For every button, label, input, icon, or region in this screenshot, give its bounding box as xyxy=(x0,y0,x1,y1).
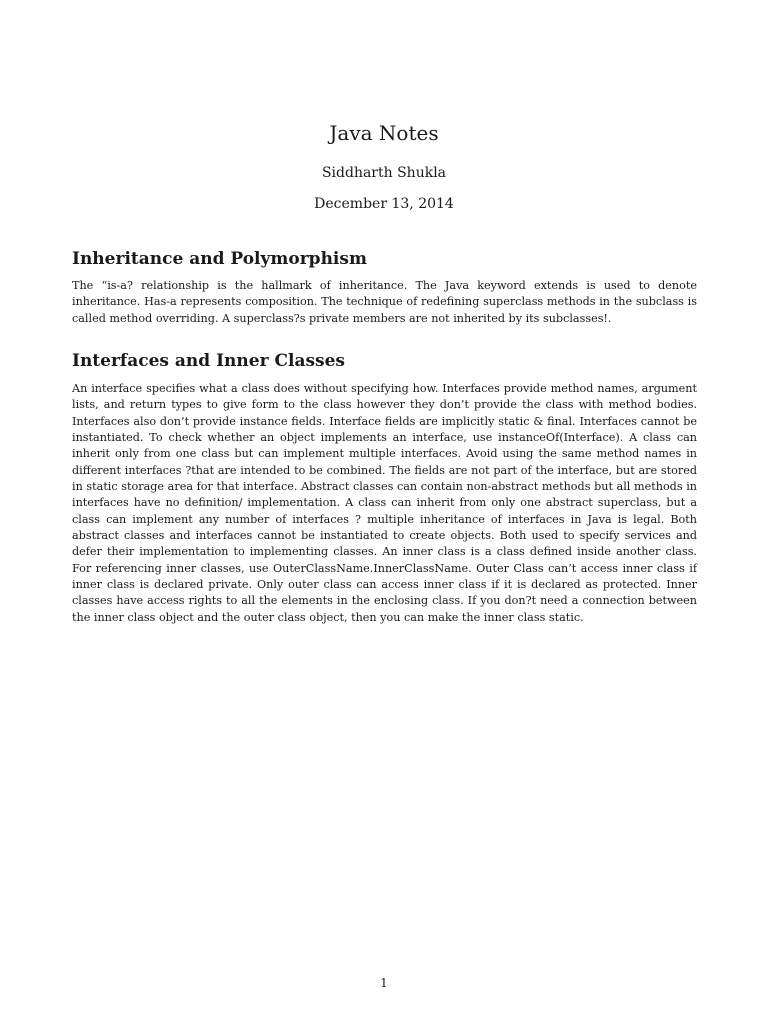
section-heading-inheritance: Inheritance and Polymorphism xyxy=(72,249,367,269)
section-body-interfaces: An interface specifies what a class does without specifying how. Interfaces provide method names, argument lists, and return types to give form to the class however they don’t provide the class with method bodies. Interfaces also don’t provide instance fields. Interface fields are implicitly static & final. Interfaces cannot be instantiated. To check whether an object implements an interface, use instanceOf(Interface). A class can inherit only from one class but can implement multiple interfaces. Avoid using the same method names in different interfaces ?that are intended to be combined. The fields are not part of the interface, but are stored in static storage area for that interface. Abstract classes can contain non-abstract methods but all methods in interfaces have no definition/ implementation. A class can inherit from only one abstract superclass, but a class can implement any number of interfaces ? multiple inheritance of interfaces in Java is legal. Both abstract classes and interfaces cannot be instantiated to create objects. Both used to specify services and defer their implementation to implementing classes. An inner class is a class defined inside another class. For referencing inner classes, use OuterClassName.InnerClassName. Outer Class can’t access inner class if inner class is declared private. Only outer class can access inner class if it is declared as protected. Inner classes have access rights to all the elements in the enclosing class. If you don?t need a connection between the inner class object and the outer class object, then you can make the inner class static. xyxy=(72,382,697,624)
document-title: Java Notes xyxy=(329,121,439,145)
page-number: 1 xyxy=(380,976,388,990)
document-date: December 13, 2014 xyxy=(314,196,454,212)
section-heading-interfaces: Interfaces and Inner Classes xyxy=(72,351,345,371)
document-author: Siddharth Shukla xyxy=(321,165,447,181)
section-body-inheritance: The “is-a? relationship is the hallmark of inheritance. The Java keyword extends is used to denote inheritance. Has-a represents composition. The technique of redefining superclass methods in the subclass is called method overriding. A superclass?s private members are not inherited by its subclasses!. xyxy=(72,279,697,325)
